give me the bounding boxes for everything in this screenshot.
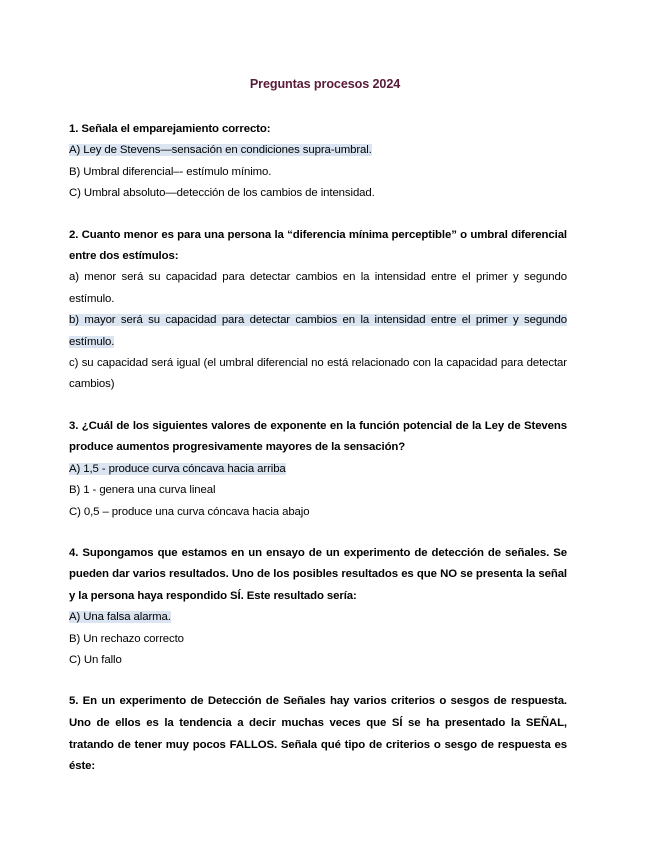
question-4 — [69, 543, 567, 671]
question-number: 1 — [69, 123, 76, 135]
option-text-highlighted: A) Una falsa alarma. — [69, 611, 171, 624]
question-2 — [69, 225, 567, 396]
question-stem: . Señala el emparejamiento correcto: — [75, 123, 271, 135]
question-stem: . Cuanto menor es para una persona la “diferencia mínima perceptible” o umbral diferencial entre dos estímulos: — [69, 228, 567, 263]
option-text: C) Umbral absoluto—detección de los cambios de intensidad. — [69, 187, 375, 200]
answer-option — [69, 629, 567, 650]
question-text — [69, 119, 567, 140]
question-number: 2 — [69, 228, 76, 241]
question-number: 3 — [69, 419, 76, 432]
option-text-highlighted: A) Ley de Stevens—sensación en condiciones supra-umbral. — [69, 144, 372, 157]
question-1 — [69, 119, 567, 205]
answer-option — [69, 502, 567, 523]
option-text-highlighted: b) mayor será su capacidad para detectar cambios en la intensidad entre el primer y segundo estímulo. — [69, 314, 567, 348]
question-3 — [69, 416, 567, 523]
question-text — [69, 416, 567, 459]
option-text: c) su capacidad será igual (el umbral diferencial no está relacionado con la capacidad para detectar cambios) — [69, 357, 567, 391]
question-list — [69, 119, 567, 798]
question-number: 4 — [69, 546, 76, 559]
answer-option — [69, 310, 567, 353]
answer-option — [69, 459, 567, 480]
question-text — [69, 543, 567, 607]
option-text: a) menor será su capacidad para detectar cambios en la intensidad entre el primer y segundo estímulo. — [69, 271, 567, 305]
answer-option — [69, 353, 567, 396]
answer-option — [69, 480, 567, 501]
answer-option — [69, 267, 567, 310]
question-5 — [69, 691, 567, 777]
option-text: C) Un fallo — [69, 653, 122, 666]
option-text-highlighted: A) 1,5 - produce curva cóncava hacia arriba — [69, 462, 286, 475]
option-text: C) 0,5 – produce una curva cóncava hacia abajo — [69, 505, 310, 518]
answer-option — [69, 183, 567, 204]
page-title: Preguntas procesos 2024 — [249, 77, 401, 91]
answer-option — [69, 607, 567, 628]
option-text: B) Umbral diferencial–- estímulo mínimo. — [69, 165, 272, 178]
answer-option — [69, 162, 567, 183]
question-stem: . Supongamos que estamos en un ensayo de un experimento de detección de señales. Se pueden dar varios resultados. Uno de los posibles resultados es que NO se presenta la señal y la persona haya respondido SÍ. Este resultado sería: — [69, 546, 567, 602]
question-stem: . ¿Cuál de los siguientes valores de exponente en la función potencial de la Ley de Stevens produce aumentos progresivamente mayores de la sensación? — [69, 419, 567, 454]
option-text: B) Un rechazo correcto — [69, 632, 184, 645]
option-text: B) 1 - genera una curva lineal — [69, 484, 216, 497]
answer-option — [69, 140, 567, 161]
question-text — [69, 225, 567, 268]
question-text — [69, 691, 567, 777]
answer-option — [69, 650, 567, 671]
question-number: 5 — [69, 695, 76, 708]
question-stem: . En un experimento de Detección de Señales hay varios criterios o sesgos de respuesta. Uno de ellos es la tendencia a decir muchas veces que SÍ se ha presentado la SEÑAL, tratando de tener muy pocos FALLOS. Señala qué tipo de criterios o sesgo de respuesta es éste: — [69, 695, 567, 773]
